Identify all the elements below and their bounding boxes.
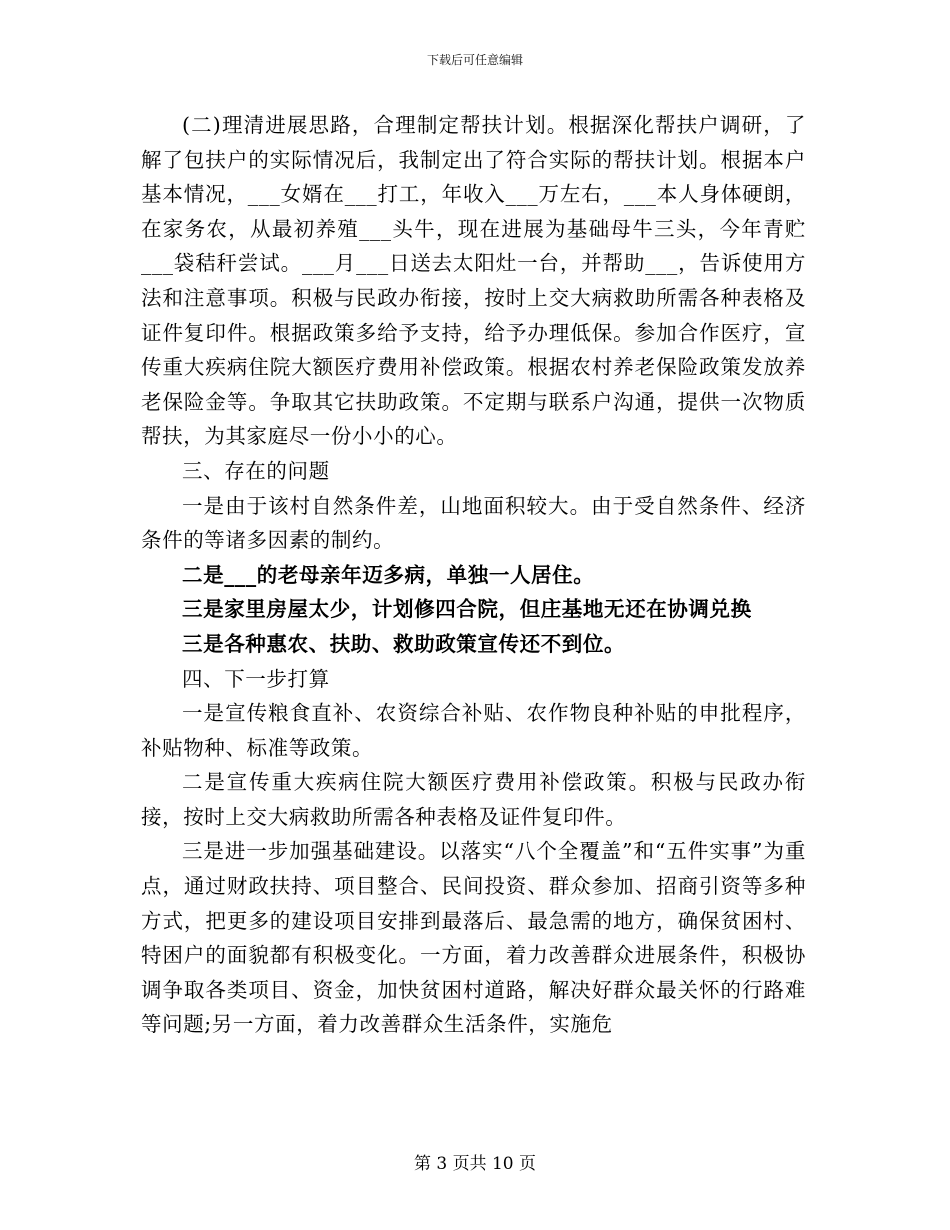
paragraph-help-plan: (二)理清进展思路，合理制定帮扶计划。根据深化帮扶户调研，了解了包扶户的实际情况后，我制定出了符合实际的帮扶计划。根据本户基本情况，___女婿在___打工，年收入___万左右，___本人身体硬朗，在家务农，从最初养殖___头牛，现在进展为基础母牛三头，今年青贮___袋秸秆尝试。___月___日送去太阳灶一台，并帮助___，告诉使用方法和注意事项。积极与民政办衔接，按时上交大病救助所需各种表格及证件复印件。根据政策多给予支持，给予办理低保。参加合作医疗，宣传重大疾病住院大额医疗费用补偿政策。根据农村养老保险政策发放养老保险金等。争取其它扶助政策。不定期与联系户沟通，提供一次物质帮扶，为其家庭尽一份小小的心。	[141, 113, 806, 449]
page-header: 下载后可任意编辑	[426, 53, 523, 67]
page-number: 第 3 页共 10 页	[413, 1154, 537, 1174]
paragraph-plan-2: 二是宣传重大疾病住院大额医疗费用补偿政策。积极与民政办衔接，按时上交大病救助所需各种表格及证件复印件。	[141, 770, 806, 829]
document-body	[141, 108, 806, 1042]
section-heading-problems: 三、存在的问题	[182, 458, 330, 483]
section-heading-next-steps: 四、下一步打算	[182, 666, 330, 691]
paragraph-problem-4: 三是各种惠农、扶助、救助政策宣传还不到位。	[182, 631, 626, 656]
paragraph-plan-3: 三是进一步加强基础建设。以落实“八个全覆盖”和“五件实事”为重点，通过财政扶持、项目整合、民间投资、群众参加、招商引资等多种方式，把更多的建设项目安排到最落后、最急需的地方，确保贫困村、特困户的面貌都有积极变化。一方面，着力改善群众进展条件，积极协调争取各类项目、资金，加快贫困村道路，解决好群众最关怀的行路难等问题;另一方面，着力改善群众生活条件，实施危	[141, 839, 806, 1037]
paragraph-problem-1: 一是由于该村自然条件差，山地面积较大。由于受自然条件、经济条件的等诸多因素的制约。	[141, 493, 806, 553]
paragraph-plan-1: 一是宣传粮食直补、农资综合补贴、农作物良种补贴的申批程序，补贴物种、标准等政策。	[141, 701, 806, 760]
paragraph-problem-2: 二是___的老母亲年迈多病，单独一人居住。	[182, 562, 595, 587]
paragraph-problem-3: 三是家里房屋太少，计划修四合院，但庄基地无还在协调兑换	[182, 597, 752, 622]
